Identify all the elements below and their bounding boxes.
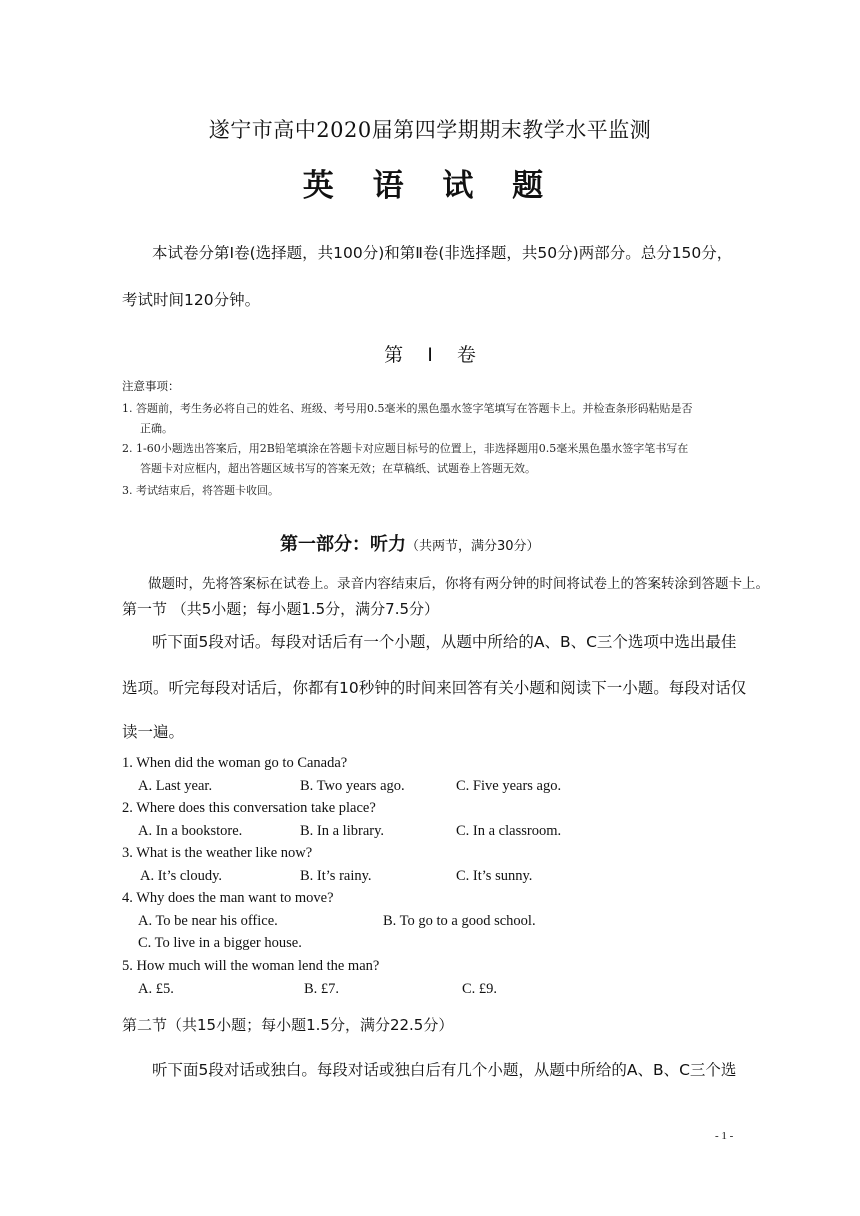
section1-description-line-3: 读一遍。: [122, 723, 185, 741]
note-item-1-continued: 正确。: [140, 422, 173, 435]
question-option-b: B. £7.: [304, 981, 340, 997]
part1-heading: [280, 530, 540, 556]
question-option-a: A. Last year.: [138, 778, 213, 794]
section1-description-line-2: 选项。听完每段对话后，你都有10秒钟的时间来回答有关小题和阅读下一小题。每段对话仅: [122, 679, 747, 697]
question-option-a: A. In a bookstore.: [138, 823, 243, 839]
subject-title: 英 语 试 题: [302, 168, 558, 204]
volume-title: 第 Ⅰ 卷: [384, 344, 476, 366]
part1-heading-sub: （共两节，满分30分）: [406, 539, 540, 554]
note-item-1: 1. 答题前，考生务必将自己的姓名、班级、考号用0.5毫米的黑色墨水签字笔填写在答题卡上。并检查条形码粘贴是否: [122, 402, 693, 415]
note-item-2: 2. 1-60小题选出答案后，用2B铅笔填涂在答题卡对应题目标号的位置上，非选择题用0.5毫米黑色墨水签字笔书写在: [122, 442, 689, 455]
section2-description-line-1: 听下面5段对话或独白。每段对话或独白后有几个小题，从题中所给的A、B、C三个选: [152, 1061, 737, 1079]
question-option-a: A. It’s cloudy.: [140, 868, 223, 884]
listening-instruction: 做题时，先将答案标在试卷上。录音内容结束后，你将有两分钟的时间将试卷上的答案转涂到答题卡上。: [148, 576, 769, 592]
part1-heading-main: 第一部分：听力: [280, 534, 406, 555]
question-stem: 1. When did the woman go to Canada?: [122, 755, 348, 771]
intro-line-2: 考试时间120分钟。: [122, 291, 261, 309]
exam-title: 遂宁市高中2020届第四学期期末教学水平监测: [208, 118, 652, 142]
notes-heading: 注意事项：: [122, 379, 180, 393]
section1-description-line-1: 听下面5段对话。每段对话后有一个小题，从题中所给的A、B、C三个选项中选出最佳: [152, 633, 737, 651]
question-stem: 2. Where does this conversation take place?: [122, 800, 376, 816]
question-option-b: B. In a library.: [300, 823, 385, 839]
question-option-b: B. Two years ago.: [300, 778, 405, 794]
question-option-c: C. To live in a bigger house.: [138, 935, 302, 951]
question-option-c: C. In a classroom.: [456, 823, 562, 839]
question-option-a: A. £5.: [138, 981, 174, 997]
question-option-c: C. It’s sunny.: [456, 868, 533, 884]
question-option-c: C. £9.: [462, 981, 498, 997]
note-item-2-continued: 答题卡对应框内，超出答题区域书写的答案无效；在草稿纸、试题卷上答题无效。: [140, 462, 536, 475]
intro-line-1: 本试卷分第Ⅰ卷(选择题，共100分)和第Ⅱ卷(非选择题，共50分)两部分。总分150分，: [152, 244, 733, 262]
page-number: - 1 -: [715, 1130, 734, 1142]
question-stem: 4. Why does the man want to move?: [122, 890, 334, 906]
question-option-b: B. To go to a good school.: [383, 913, 536, 929]
section1-heading: 第一节 （共5小题；每小题1.5分，满分7.5分）: [122, 600, 440, 618]
question-option-b: B. It’s rainy.: [300, 868, 372, 884]
question-option-c: C. Five years ago.: [456, 778, 562, 794]
note-item-3: 3. 考试结束后，将答题卡收回。: [122, 484, 279, 497]
section2-heading: 第二节（共15小题；每小题1.5分，满分22.5分）: [122, 1016, 454, 1034]
question-option-a: A. To be near his office.: [138, 913, 278, 929]
question-stem: 5. How much will the woman lend the man?: [122, 958, 380, 974]
question-stem: 3. What is the weather like now?: [122, 845, 313, 861]
